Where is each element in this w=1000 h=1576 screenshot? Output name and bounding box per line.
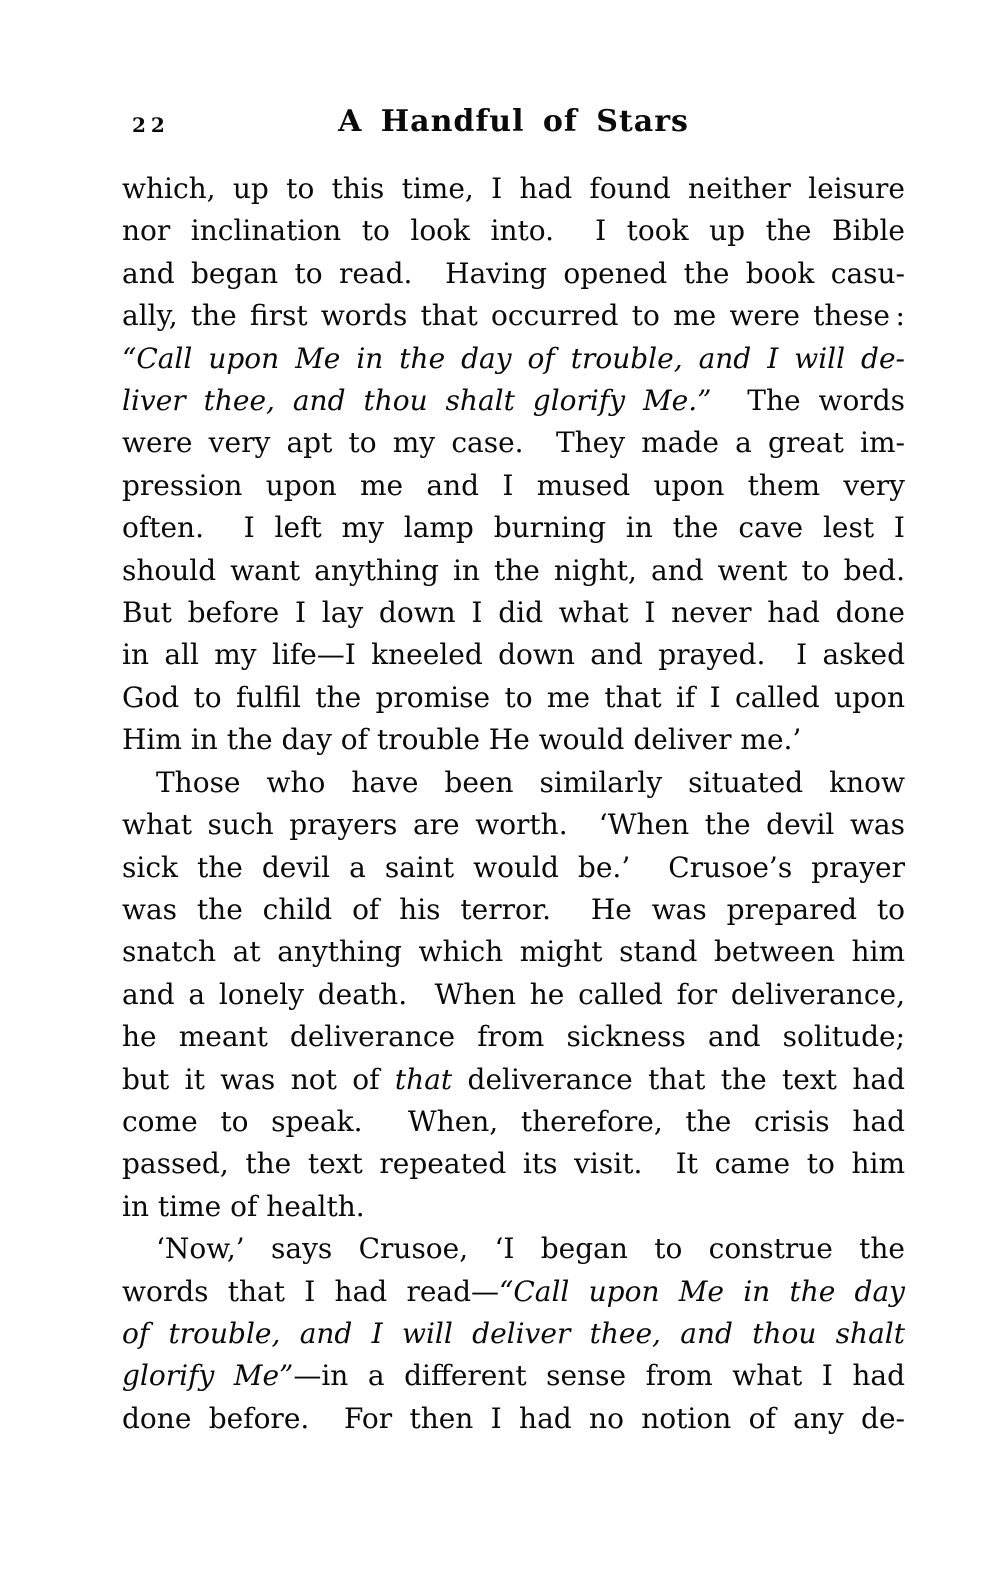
text-line — [122, 1313, 905, 1355]
text-segment: which, up to this time, I had found neither leisure — [122, 172, 905, 205]
text-line — [122, 1059, 905, 1101]
text-segment: what such prayers are worth. ‘When the devil was — [122, 808, 905, 842]
text-segment: should want anything in the night, and went to bed. — [122, 553, 905, 587]
text-segment: in all my life—I kneeled down and prayed. I asked — [122, 638, 905, 672]
italic-text-segment: that — [394, 1062, 453, 1096]
text-segment: often. I left my lamp burning in the cave lest I — [122, 511, 905, 545]
text-line — [122, 762, 905, 804]
text-segment: ‘Now,’ says Crusoe, ‘I began to construe the — [156, 1232, 905, 1266]
text-segment: was the child of his terror. He was prepared to — [122, 892, 905, 926]
paragraph — [122, 762, 905, 1228]
text-segment: But before I lay down I did what I never had done — [122, 596, 905, 630]
italic-text-segment: liver thee, and thou shalt glorify Me.” — [122, 384, 712, 418]
text-line — [122, 634, 905, 676]
text-line — [122, 592, 905, 634]
text-line — [122, 1016, 905, 1058]
italic-text-segment: of trouble, and I will deliver thee, and thou shalt — [122, 1316, 905, 1350]
text-segment: —in a different sense from what I had — [293, 1359, 905, 1393]
page-header — [122, 104, 905, 140]
text-line — [122, 210, 905, 252]
text-line — [122, 931, 905, 973]
text-segment: ally, the first words that occurred to me were these : — [122, 299, 905, 333]
text-segment: and began to read. Having opened the book casu- — [122, 256, 905, 290]
text-line — [122, 974, 905, 1016]
text-segment: Those who have been similarly situated know — [156, 765, 905, 799]
text-segment: done before. For then I had no notion of any de- — [122, 1401, 905, 1435]
text-segment: and a lonely death. When he called for deliverance, — [122, 977, 905, 1011]
text-line — [122, 550, 905, 592]
text-line — [122, 677, 905, 719]
text-segment: he meant deliverance from sickness and solitude; — [122, 1020, 905, 1054]
text-segment: God to fulfil the promise to me that if I called upon — [122, 680, 905, 714]
text-segment: deliverance that the text had — [452, 1062, 905, 1096]
text-segment: sick the devil a saint would be.’ Crusoe’s prayer — [122, 850, 905, 884]
text-line — [122, 889, 905, 931]
italic-text-segment: glorify Me” — [122, 1359, 294, 1393]
text-segment: but it was not of — [122, 1062, 395, 1096]
text-line — [122, 1398, 905, 1440]
text-line — [122, 380, 905, 422]
text-line — [122, 168, 905, 210]
text-segment: words that I had read— — [122, 1274, 500, 1308]
text-line — [122, 253, 905, 295]
paragraph — [122, 1228, 905, 1440]
text-segment: Him in the day of trouble He would deliver me.’ — [122, 723, 802, 757]
text-line — [122, 847, 905, 889]
text-segment: pression upon me and I mused upon them very — [122, 468, 905, 502]
text-line — [122, 1228, 905, 1270]
text-segment: The words — [711, 384, 905, 418]
text-segment: were very apt to my case. They made a great im- — [122, 426, 905, 460]
text-segment: nor inclination to look into. I took up the Bible — [122, 214, 905, 248]
text-line — [122, 507, 905, 549]
text-segment: come to speak. When, therefore, the crisis had — [122, 1104, 905, 1138]
text-line — [122, 719, 905, 761]
text-segment: passed, the text repeated its visit. It came to him — [122, 1147, 905, 1181]
text-line — [122, 1186, 905, 1228]
text-line — [122, 338, 905, 380]
text-line — [122, 1101, 905, 1143]
paragraph — [122, 168, 905, 762]
text-segment: in time of health. — [122, 1189, 365, 1223]
text-line — [122, 422, 905, 464]
text-line — [122, 465, 905, 507]
page-number: 22 — [132, 113, 170, 137]
italic-text-segment: “Call upon Me in the day — [499, 1274, 905, 1308]
page-title: A Handful of Stars — [338, 104, 689, 139]
page-body — [122, 168, 905, 1440]
text-segment: snatch at anything which might stand between him — [122, 935, 905, 969]
text-line — [122, 1355, 905, 1397]
text-line — [122, 1271, 905, 1313]
text-line — [122, 295, 905, 337]
text-line — [122, 1143, 905, 1185]
italic-text-segment: “Call upon Me in the day of trouble, and I will de- — [122, 341, 905, 375]
text-line — [122, 804, 905, 846]
